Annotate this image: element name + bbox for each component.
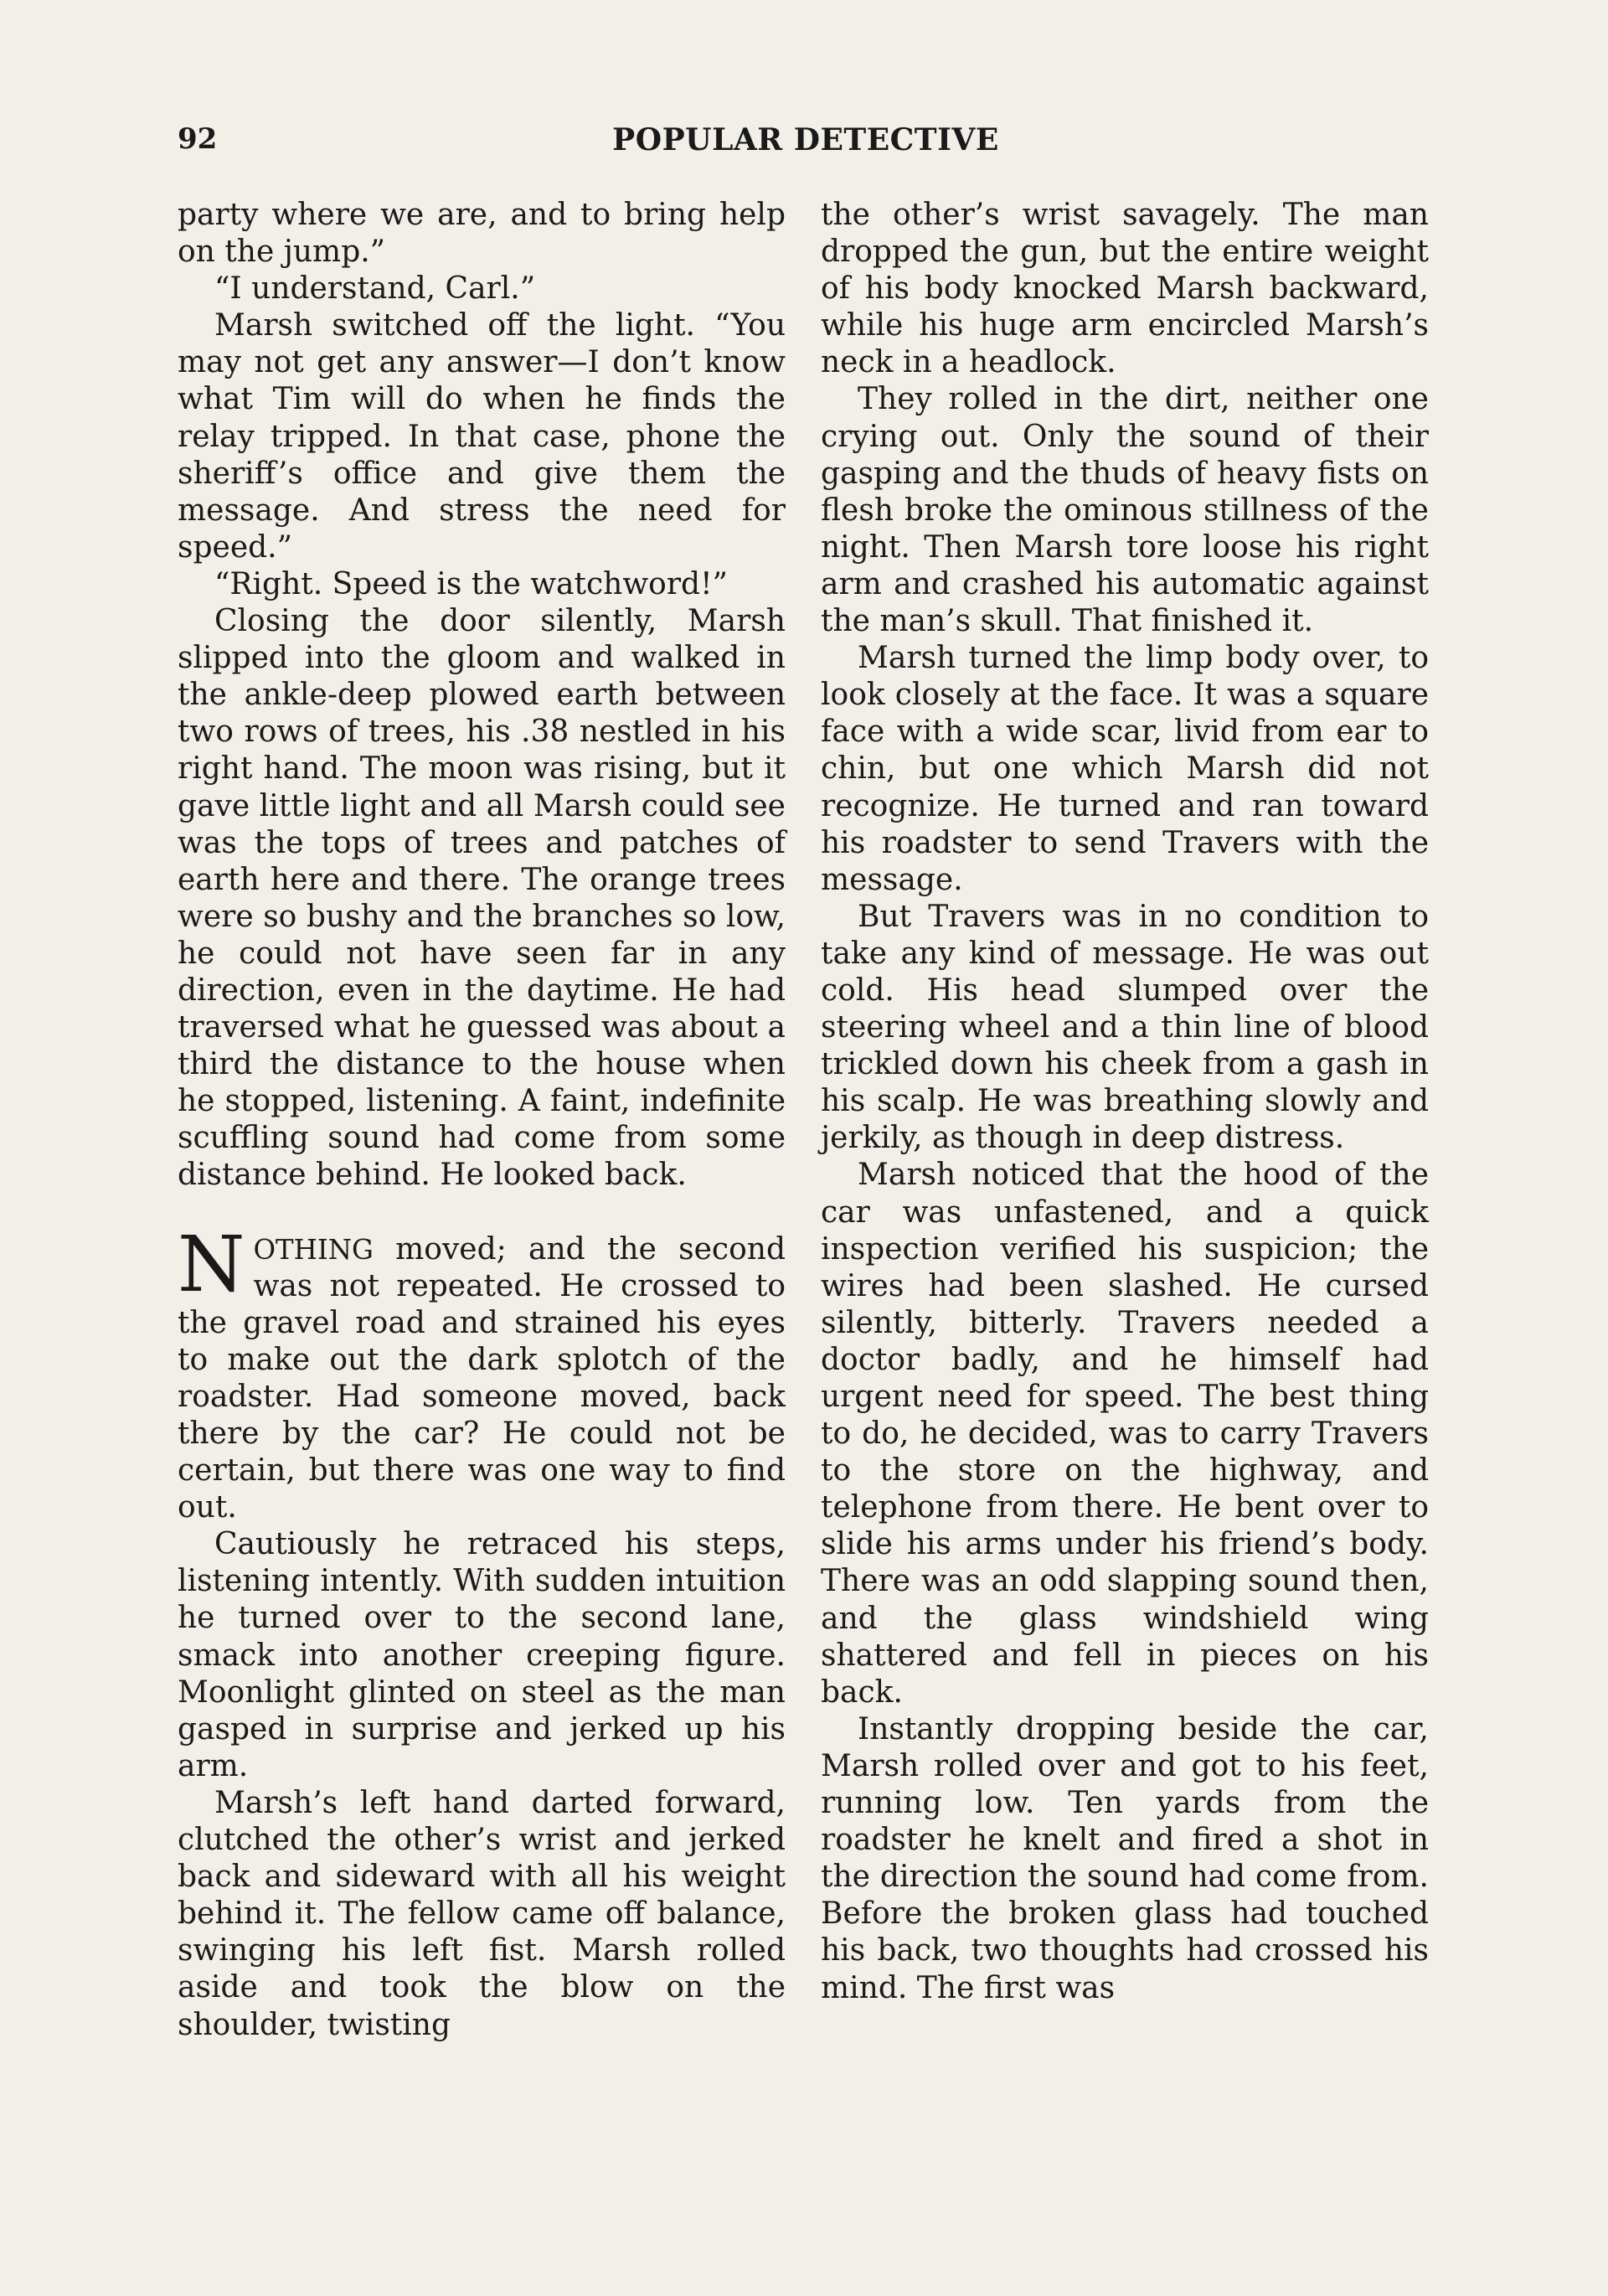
section-text: moved; and the second was not repeated. He crossed to the gravel road and strained his eyes to make out the dark splotch of the roadster. Had someone moved, back there by the car? He could not be certain, but there was one way to find out. (178, 1231, 786, 1525)
paragraph: Marsh switched off the light. “You may not get any answer—I don’t know what Tim will do when he finds the relay tripped. In that case, phone the sheriff’s office and give them the message. And stress the need for speed.” (178, 308, 786, 565)
paragraph: Marsh noticed that the hood of the car was unfastened, and a quick inspection verified his suspicion; the wires had been slashed. He cursed silently, bitterly. Travers needed a doctor badly, and he himself had urgent need for speed. The best thing to do, he decided, was to carry Travers to the store on the highway, and telephone from there. He bent over to slide his arms under his friend’s body. There was an odd slapping sound then, and the glass windshield wing shattered and fell in pieces on his back. (821, 1158, 1429, 1710)
page-number: 92 (178, 122, 218, 156)
left-column (178, 197, 786, 2044)
paragraph: the other’s wrist savagely. The man dropped the gun, but the entire weight of his body knocked Marsh backward, while his huge arm encircled Marsh’s neck in a headlock. (821, 198, 1429, 380)
paragraph: Marsh turned the limp body over, to look closely at the face. It was a square face with a wide scar, livid from ear to chin, but one which Marsh did not recognize. He turned and ran toward his roadster to send Travers with the message. (821, 641, 1429, 897)
paragraph: “I understand, Carl.” (214, 271, 536, 307)
paragraph: Instantly dropping beside the car, Marsh rolled over and got to his feet, running low. Ten yards from the roadster he knelt and fired a shot in the direction the sound had come from. Before the broken glass had touched his back, two thoughts had crossed his mind. The first was (821, 1711, 1429, 2005)
paragraph: They rolled in the dirt, neither one crying out. Only the sound of their gasping and the thuds of heavy fists on flesh broke the ominous stillness of the night. Then Marsh tore loose his right arm and crashed his automatic against the man’s skull. That finished it. (821, 382, 1429, 639)
right-column (821, 197, 1429, 2007)
paragraph: Cautiously he retraced his steps, listening intently. With sudden intuition he turned over to the second lane, smack into another creeping figure. Moonlight glinted on steel as the man gasped in surprise and jerked up his arm. (178, 1527, 786, 1783)
paragraph: party where we are, and to bring help on the jump.” (178, 198, 786, 270)
section-opening-paragraph (178, 1219, 786, 1527)
running-title: POPULAR DETECTIVE (612, 122, 999, 157)
paragraph: Closing the door silently, Marsh slipped into the gloom and walked in the ankle-deep plowed earth between two rows of trees, his .38 nestled in his right hand. The moon was rising, but it gave little light and all Marsh could see was the tops of trees and patches of earth here and there. The orange trees were so bushy and the branches so low, he could not have seen far in any direction, even in the daytime. He had traversed what he guessed was about a third the distance to the house when he stopped, listening. A faint, indefinite scuffling sound had come from some distance behind. He looked back. (178, 604, 786, 1193)
page-header (178, 122, 1434, 166)
paragraph: “Right. Speed is the watchword!” (214, 566, 728, 601)
paragraph: But Travers was in no condition to take any kind of message. He was out cold. His head slumped over the steering wheel and a thin line of blood trickled down his cheek from a gash in his scalp. He was breathing slowly and jerkily, as though in deep distress. (821, 899, 1429, 1156)
paragraph: Marsh’s left hand darted forward, clutched the other’s wrist and jerked back and sideward with all his weight behind it. The fellow came off balance, swinging his left fist. Marsh rolled aside and took the blow on the shoulder, twisting (178, 1785, 786, 2042)
drop-cap: N (178, 1219, 245, 1309)
lead-in: OTHING (253, 1233, 374, 1266)
